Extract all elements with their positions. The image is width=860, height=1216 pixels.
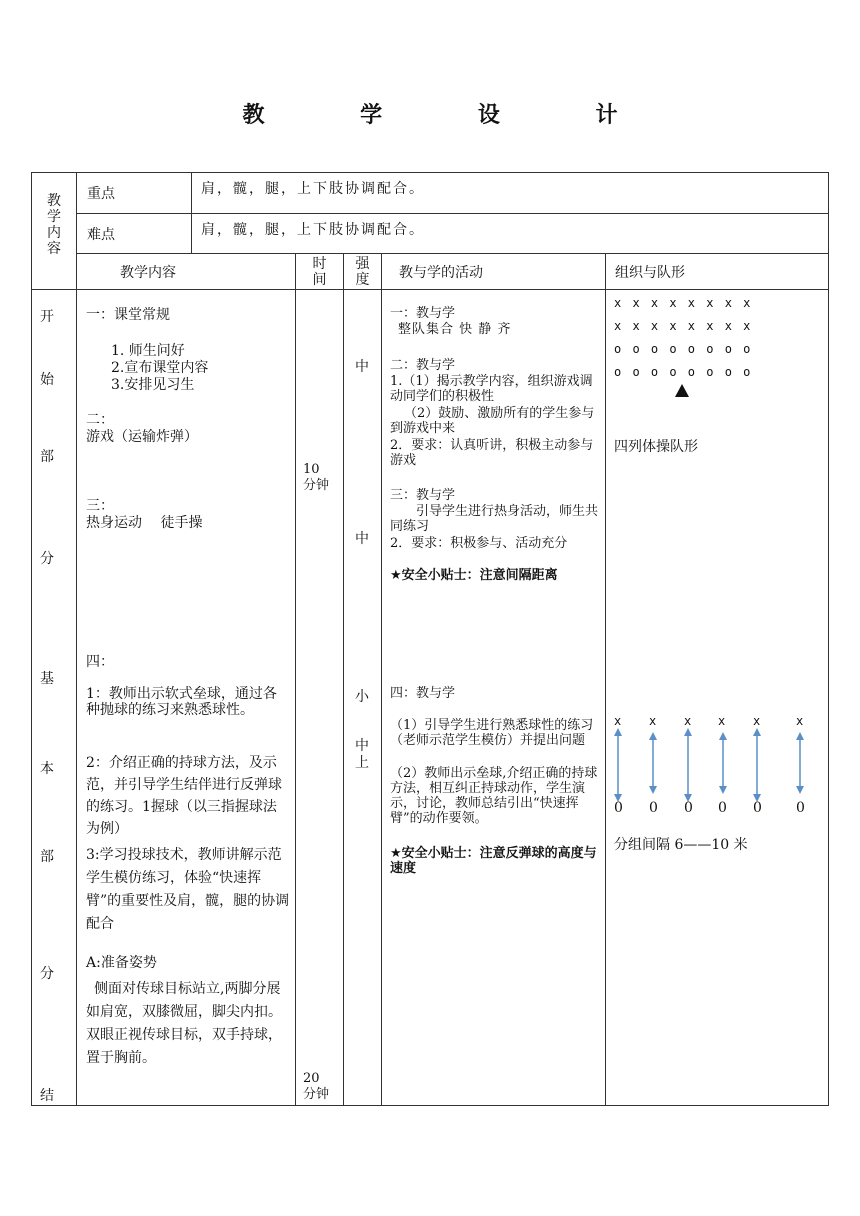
key-point-value: 肩，髋，腿，上下肢协调配合。 xyxy=(192,173,829,214)
a3-p2: 2．要求：积极参与、活动充分 xyxy=(390,536,568,551)
time-1-unit: 分钟 xyxy=(303,478,330,493)
time-2-unit: 分钟 xyxy=(303,1087,330,1102)
header-intensity: 强度 xyxy=(344,254,382,290)
a1-text: 整队集合 快 静 齐 xyxy=(398,322,512,337)
s2-num: 二： xyxy=(86,412,114,428)
time-column xyxy=(296,290,344,1106)
content-label-cell xyxy=(32,173,77,290)
intensity-1: 中 xyxy=(355,359,369,375)
s1-item-2: 2.宣布课堂内容 xyxy=(111,360,209,376)
intensity-column xyxy=(344,290,382,1106)
a3-p1: 引导学生进行热身活动，师生共同练习 xyxy=(390,504,599,534)
a1-title: 一：教与学 xyxy=(390,306,456,321)
a2-title: 二：教与学 xyxy=(390,358,456,373)
key-point-label: 重点 xyxy=(77,173,192,214)
a4-p2: （2）教师出示垒球,介绍正确的持球方法，相互纠正持球动作，学生演示，讨论，教师总结引出“快速挥臂”的动作要领。 xyxy=(390,766,598,826)
formation-row-3: o o o o o o o o xyxy=(614,342,753,356)
time-2: 20 xyxy=(303,1071,320,1086)
spacing-label: 分组间隔 6——10 米 xyxy=(614,837,748,853)
a2-p1: 1.（1）揭示教学内容，组织游戏调动同学们的积极性 xyxy=(390,374,593,404)
phase-start-3: 部 xyxy=(40,449,54,465)
pair-bottom-3: 0 xyxy=(684,800,693,816)
phase-basic-2: 本 xyxy=(40,761,54,777)
difficult-point-label: 难点 xyxy=(77,214,192,254)
s3-text: 热身运动 徒手操 xyxy=(86,515,203,531)
pair-top-3: x xyxy=(684,714,692,728)
triangle-icon xyxy=(675,384,689,397)
time-1: 10 xyxy=(303,462,320,477)
phase-start-2: 始 xyxy=(40,372,54,388)
pair-bottom-6: 0 xyxy=(796,800,805,816)
a3-title: 三：教与学 xyxy=(390,488,456,503)
a4-title: 四：教与学 xyxy=(390,686,456,701)
pair-top-5: x xyxy=(753,714,761,728)
header-activity: 教与学的活动 xyxy=(382,254,606,290)
s4-p2: 2：介绍正确的持球方法，及示范，并引导学生结伴进行反弹球的练习。1握球（以三指握球法为例） xyxy=(86,755,282,837)
pair-bottom-5: 0 xyxy=(753,800,762,816)
formation-row-2: x x x x x x x x xyxy=(614,319,753,333)
arrow-diagram xyxy=(606,726,828,802)
content-label: 教学内容 xyxy=(47,193,61,257)
s1-item-3: 3.安排见习生 xyxy=(111,377,195,393)
pair-top-6: x xyxy=(796,714,804,728)
phase-basic-4: 分 xyxy=(40,966,54,982)
s1-item-1: 1. 师生问好 xyxy=(111,343,185,359)
header-content: 教学内容 xyxy=(77,254,296,290)
pair-bottom-1: 0 xyxy=(614,800,623,816)
phase-start-4: 分 xyxy=(40,551,54,567)
intensity-2: 中 xyxy=(355,531,369,547)
intensity-4: 中上 xyxy=(355,738,369,771)
pair-top-1: x xyxy=(614,714,622,728)
a3-tip: ★安全小贴士：注意间隔距离 xyxy=(390,568,558,583)
phase-column xyxy=(32,290,77,1106)
s3-num: 三： xyxy=(86,498,114,514)
a4-p1: （1）引导学生进行熟悉球性的练习（老师示范学生模仿）并提出问题 xyxy=(390,718,594,748)
formation-row-1: x x x x x x x x xyxy=(614,296,753,310)
difficult-point-value: 肩，髋，腿，上下肢协调配合。 xyxy=(192,214,829,254)
formation-row-4: o o o o o o o o xyxy=(614,365,753,379)
header-organization: 组织与队形 xyxy=(606,254,829,290)
phase-basic-1: 基 xyxy=(40,671,54,687)
s2-text: 游戏（运输炸弹） xyxy=(86,429,198,445)
s1-title: 一：课堂常规 xyxy=(86,307,170,323)
s4-p3: 3:学习投球技术，教师讲解示范学生模仿练习，体验“快速挥臂”的重要性及肩，髋，腿的协调配合 xyxy=(86,847,290,932)
pair-bottom-4: 0 xyxy=(718,800,727,816)
s4-a-text: 侧面对传球目标站立,两脚分展如肩宽，双膝微屈，脚尖内扣。双眼正视传球目标，双手持球，置于胸前。 xyxy=(86,981,282,1066)
pair-top-4: x xyxy=(718,714,726,728)
content-column xyxy=(77,290,296,1106)
a2-p3: 2．要求：认真听讲，积极主动参与游戏 xyxy=(390,438,594,468)
header-time: 时间 xyxy=(296,254,344,290)
phase-start-1: 开 xyxy=(40,309,54,325)
organization-column xyxy=(606,290,829,1106)
pair-top-2: x xyxy=(649,714,657,728)
a2-p2: （2）鼓励、激励所有的学生参与到游戏中来 xyxy=(390,406,595,436)
phase-basic-3: 部 xyxy=(40,849,54,865)
s4-num: 四： xyxy=(86,654,114,670)
page-title: 教 学 设 计 xyxy=(242,102,662,128)
formation-label: 四列体操队形 xyxy=(614,439,698,455)
lesson-table xyxy=(31,172,829,1106)
s4-p1: 1：教师出示软式垒球，通过各种抛球的练习来熟悉球性。 xyxy=(86,686,277,718)
phase-end-1: 结 xyxy=(40,1088,54,1104)
intensity-3: 小 xyxy=(355,689,369,705)
pair-bottom-2: 0 xyxy=(649,800,658,816)
s4-a-title: A:准备姿势 xyxy=(86,955,157,971)
activity-column xyxy=(382,290,606,1106)
a4-tip: ★安全小贴士：注意反弹球的高度与速度 xyxy=(390,846,597,876)
